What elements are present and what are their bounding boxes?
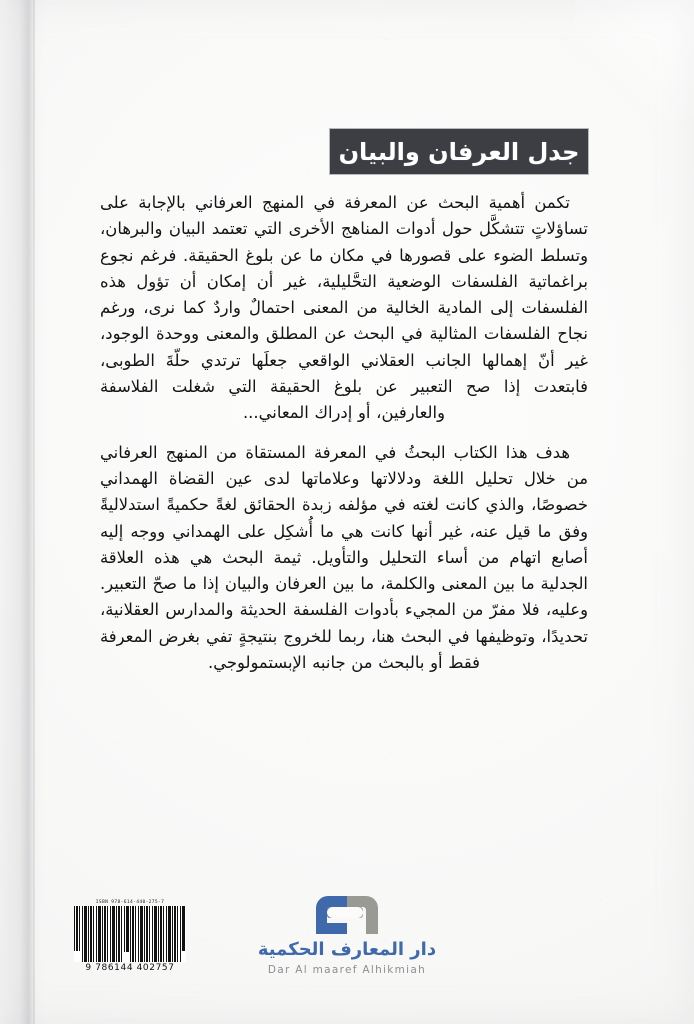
publisher-logo-icon	[316, 896, 378, 934]
book-title-plaque	[330, 129, 588, 174]
barcode-digits: 9 786144 402757	[85, 963, 175, 973]
book-title: جدل العرفان والبيان	[338, 137, 580, 166]
isbn-number-label: ISBN 978-614-440-275-7	[95, 900, 165, 905]
back-cover-blurb	[100, 190, 588, 676]
publisher-name-arabic: دار المعارف الحكمية	[257, 939, 437, 960]
blurb-paragraph-2: هدف هذا الكتاب البحثُ في المعرفة المستقاة من المنهج العرفاني من خلال تحليل اللغة ودلالاتها وعلاماتها لدى عين القضاة الهمداني خصوصًا، والذي كانت لغته في مؤلفه زبدة الحقائق لغةً حكميةً استدلاليةً وفق ما قيل عنه، غير أنها كانت هي ما أُشكِل على الهمداني ووجه إليه أصابع اتهام من أساء التحليل والتأويل. ثيمة البحث هي هذه العلاقة الجدلية ما بين المعنى والكلمة، ما بين العرفان والبيان إذا ما صحّ التعبير. وعليه، فلا مفرّ من المجيء بأدوات الفلسفة الحديثة والمدارس العقلانية، تحديدًا، وتوظيفها في البحث هنا، ربما للخروج بنتيجةٍ تفي بغرض المعرفة فقط أو بالبحث من جانبه الإبستمولوجي.	[100, 442, 588, 673]
blurb-paragraph-1: تكمن أهمية البحث عن المعرفة في المنهج العرفاني بالإجابة على تساؤلاتٍ تتشكَّل حول أدوات المناهج الأخرى التي تعتمد البيان والبرهان، وتسلط الضوء على قصورها في مكان ما عن بلوغ الحقيقة. فرغم نجوع براغماتية الفلسفات الوضعية التحَّليلية، غير أن إمكان أن تؤول هذه الفلسفات إلى المادية الخالية من المعنى احتمالٌ واردٌ كما نرى، ورغم نجاح الفلسفات المثالية في البحث عن المطلق والمعنى ووحدة الوجود، غير أنّ إهمالها الجانب العقلاني الواقعي جعلَها ترتدي حلّةَ الطوبى، فابتعدت إذا صح التعبير عن بلوغ الحقيقة التي شغلت الفلاسفة والعارفين، أو إدراك المعاني...	[100, 193, 588, 423]
cover-footer	[0, 896, 694, 996]
publisher-name-latin: Dar Al maaref Alhikmiah	[267, 963, 427, 976]
publisher-block	[0, 896, 694, 976]
